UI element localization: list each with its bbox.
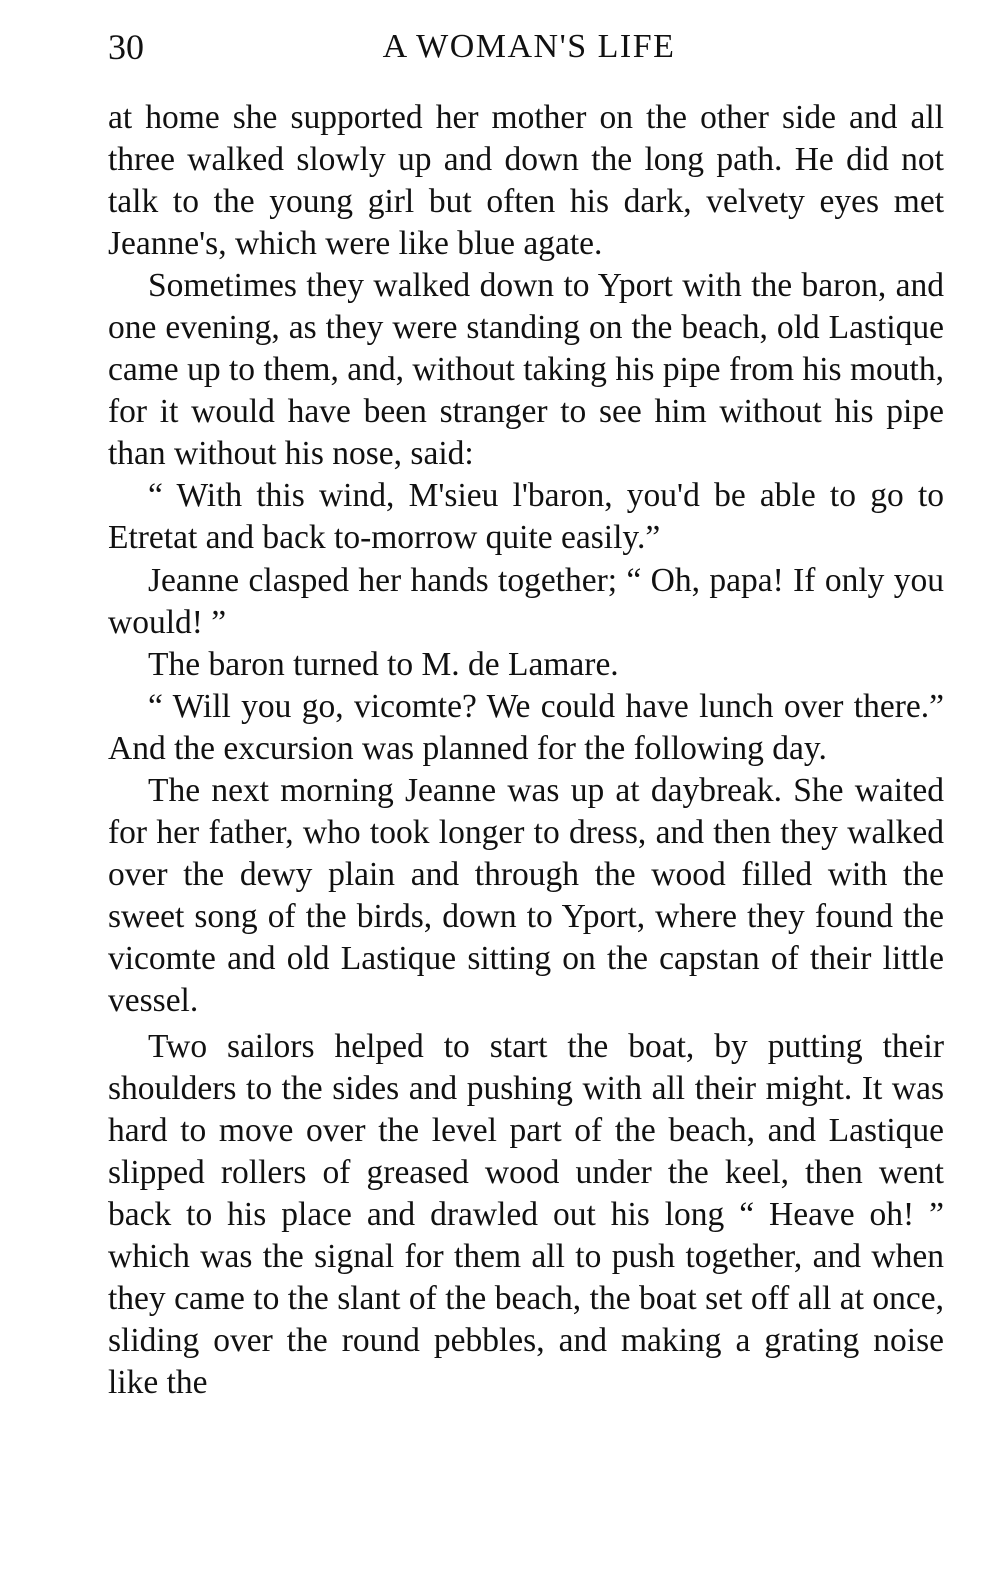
paragraph: “ With this wind, M'sieu l'baron, you'd be able to go to Etretat and back to-morrow quite easily.” xyxy=(108,477,944,557)
book-title: A WOMAN'S LIFE xyxy=(382,28,676,65)
running-head xyxy=(108,22,950,72)
paragraph: Jeanne clasped her hands together; “ Oh, papa! If only you would! ” xyxy=(108,561,944,641)
paragraph: “ Will you go, vicomte? We could have lunch over there.” And the excursion was planned for the following day. xyxy=(108,687,944,767)
paragraph: Sometimes they walked down to Yport with the baron, and one evening, as they were standing on the beach, old Lastique came up to them, and, without taking his pipe from his mouth, for it would have been stranger to see him without his pipe than without his nose, said: xyxy=(108,267,944,473)
paragraph: The baron turned to M. de Lamare. xyxy=(148,645,619,683)
page-number: 30 xyxy=(108,27,144,67)
paragraph: at home she supported her mother on the other side and all three walked slowly up and down the long path. He did not talk to the young girl but often his dark, velvety eyes met Jeanne's, which were like blue agate. xyxy=(108,99,944,263)
paragraph: The next morning Jeanne was up at daybreak. She waited for her father, who took longer to dress, and then they walked over the dewy plain and through the wood filled with the sweet song of the birds, down to Yport, where they found the vicomte and old Lastique sitting on the capstan of their little vessel. xyxy=(108,771,944,1019)
paragraph: Two sailors helped to start the boat, by putting their shoulders to the sides and pushing with all their might. It was hard to move over the level part of the beach, and Lastique slipped rollers of greased wood under the keel, then went back to his place and drawled out his long “ Heave oh! ” which was the signal for them all to push together, and when they came to the slant of the beach, the boat set off all at once, sliding over the round pebbles, and making a grating noise like the xyxy=(108,1028,944,1402)
body-text xyxy=(108,97,944,1404)
